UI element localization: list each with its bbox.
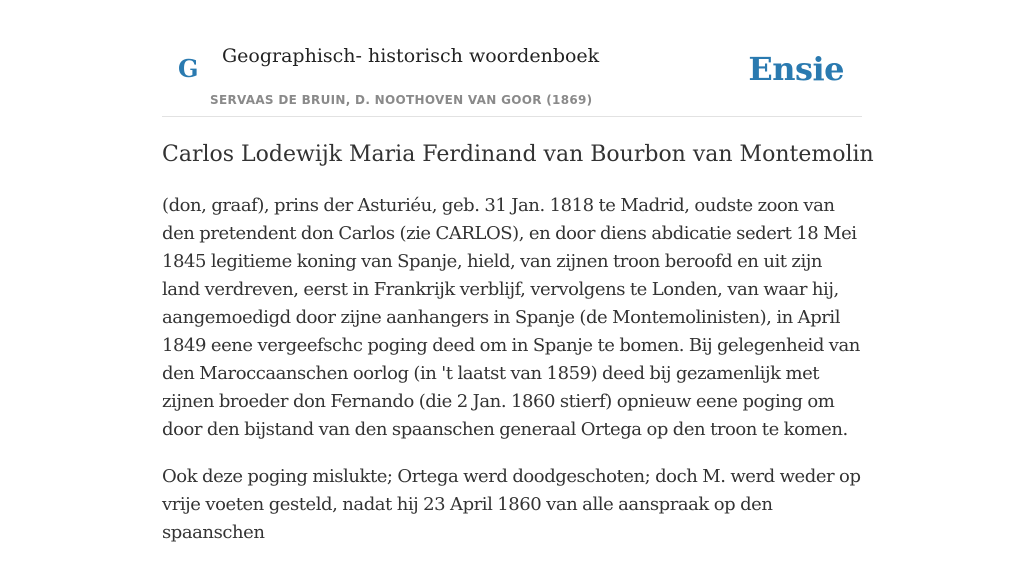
entry-paragraph: (don, graaf), prins der Asturiéu, geb. 31 Jan. 1818 te Madrid, oudste zoon van den pretendent don Carlos (zie CARLOS), en door diens abdicatie sedert 18 Mei 1845 legitieme koning van Spanje, hield, van zijnen troon beroofd en uit zijn land verdreven, eerst in Frankrijk verblijf, vervolgens te Londen, van waar hij, aangemoedigd door zijne aanhangers in Spanje (de Montemolinisten), in April 1849 eene vergeefschc poging deed om in Spanje te bomen. Bij gelegenheid van den Maroccaanschen oorlog (in 't laatst van 1859) deed bij gezamenlijk met zijnen broeder don Fernando (die 2 Jan. 1860 stierf) opnieuw eene poging om door den bijstand van den spaanschen generaal Ortega op den troon te komen. xyxy=(162,195,860,440)
entry-content xyxy=(162,138,874,566)
book-title[interactable]: Geographisch- historisch woordenboek xyxy=(222,45,600,67)
book-logo-link[interactable]: G xyxy=(178,54,199,83)
book-header xyxy=(162,0,862,117)
entry-title: Carlos Lodewijk Maria Ferdinand van Bourbon van Montemolin xyxy=(162,142,874,167)
book-authors: SERVAAS DE BRUIN, D. NOOTHOVEN VAN GOOR (1869) xyxy=(210,93,593,107)
ensie-logo-link[interactable]: Ensie xyxy=(748,50,844,88)
entry-paragraph: Ook deze poging mislukte; Ortega werd doodgeschoten; doch M. werd weder op vrije voeten gesteld, nadat hij 23 April 1860 van alle aanspraak op den spaanschen xyxy=(162,466,861,543)
